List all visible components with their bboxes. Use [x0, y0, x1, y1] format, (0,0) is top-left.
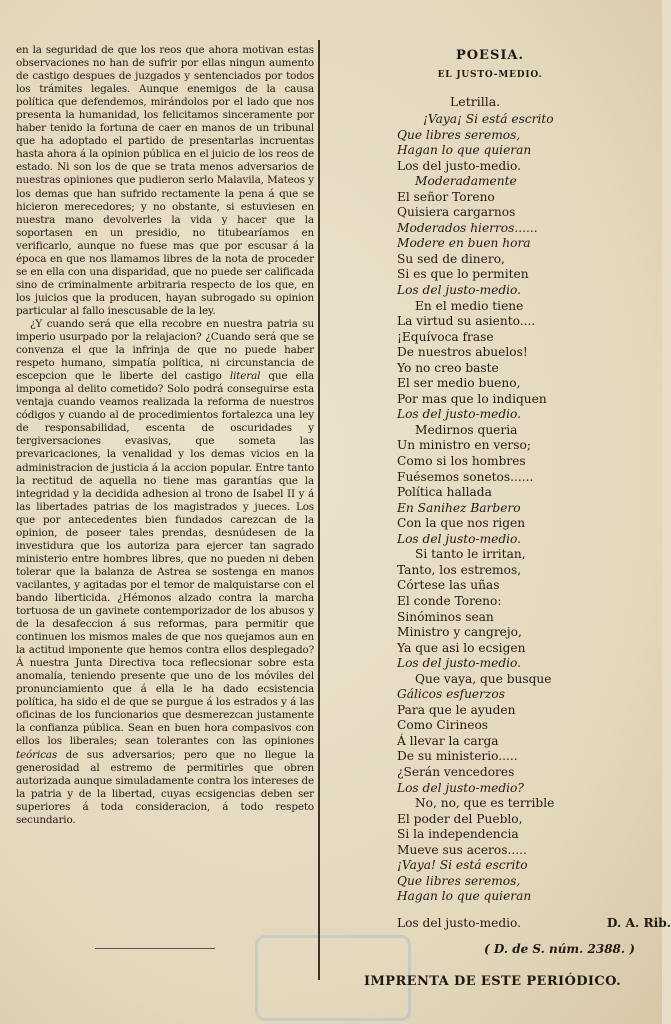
- poem-verse: No, no, que es terrible: [415, 796, 555, 811]
- printer-footer: IMPRENTA DE ESTE PERIÓDICO.: [364, 974, 622, 989]
- column-divider: [318, 40, 320, 980]
- poem-verse: El poder del Pueblo,: [397, 811, 523, 826]
- poem-verse: Hagan lo que quieran: [397, 889, 532, 904]
- poem-verse: En Sanihez Barbero: [397, 500, 521, 515]
- poem-verse: Los del justo-medio?: [397, 780, 524, 795]
- editorial-paragraph-1: en la seguridad de que los reos que ahora motivan estas observaciones no han de sufrir por ellas ningun aumento de castigo despues de juzgados y sentenciados por todos los trámites legales. Aunque enemigos de la causa política que defendemos, mirándolos por el lado que nos presenta la humanidad, los felicitamos sinceramente por haber tenido la fortuna de caer en manos de un tribunal que ha adoptado el partido de presentarlas incruentas hasta ahora á la opinion pública en el juicio de los reos de estado. Ni son los de que se trata menos adversarios de nuestras opiniones que pudieron serlo Malavila, Mateos y los demas que han sufrido rectamente la pena á que se hicieron merecedores; y no obstante, si estuviesen en nuestra mano devolverles la vida y hacer que la soportasen en un presidio, no titubearíamos en verificarlo, aunque no fuese mas que por escusar á la época en que nos llamamos libres de la nota de proceder se en ella con una disparidad, que no puede ser calificada sino de criminalmente arbitraria respecto de los que, en los juicios que la producen, hayan subrogado su opinion particular al fallo inescusable de la ley.: [16, 44, 314, 317]
- poem-verse: Que libres seremos,: [397, 873, 521, 888]
- poem-verse: Mueve sus aceros.....: [397, 842, 527, 857]
- poem-verse: Fuésemos sonetos......: [397, 469, 534, 484]
- poem-verse: ¡Vaya! Si está escrito: [397, 858, 528, 873]
- poem-verse: Á llevar la carga: [397, 733, 499, 748]
- poem-verse: Moderados hierros......: [397, 220, 538, 235]
- poem-title: EL JUSTO-MEDIO.: [437, 70, 543, 80]
- poem-verse: Con la que nos rigen: [397, 516, 526, 531]
- poem-verse: Si es que lo permiten: [397, 267, 529, 282]
- author-signature: D. A. Rib.: [606, 916, 671, 930]
- poem-verse: Tanto, los estremos,: [397, 562, 522, 577]
- poem-verse: Sinóminos sean: [397, 609, 494, 624]
- section-title: POESIA.: [455, 48, 525, 63]
- poem-verse: Hagan lo que quieran: [397, 143, 532, 158]
- poem-last-verse: Los del justo-medio.: [397, 916, 522, 930]
- poem-verse: Gálicos esfuerzos: [397, 687, 505, 702]
- poem-verse: El ser medio bueno,: [397, 376, 521, 391]
- editorial-column: [16, 44, 314, 827]
- poem-verse: El señor Toreno: [397, 189, 495, 204]
- poem-verse: ¿Serán vencedores: [397, 764, 515, 779]
- poem-verse: ¡Vaya¡ Si está escrito: [423, 112, 554, 126]
- poem-verse: Los del justo-medio.: [397, 407, 522, 422]
- poem-verse: Moderadamente: [415, 174, 517, 189]
- poem-verse: Los del justo-medio.: [397, 158, 522, 173]
- poem-verses: [397, 112, 647, 905]
- editorial-paragraph-2: ¿Y cuando será que ella recobre en nuestra patria su imperio usurpado por la relajacion? ¿Cuando será que se convenza el que la infrinja de que no puede haber respeto humano, simpatía política, ni circunstancia de escepcion que le liberte del castigo literal que ella imponga al delito cometido? Solo podrá conseguirse esta ventaja cuando veamos realizada la reforma de nuestros códigos y cuando al de procedimientos fortalezca una ley de responsabilidad, escenta de oscuridades y tergiversaciones evasivas, que someta las prevaricaciones, la venalidad y los demas vicios en la administracion de justicia á la accion popular. Entre tanto la rectitud de aquella no tiene mas garantías que la integridad y la decidida adhesion al trono de Isabel II y á las libertades patrias de los magistrados y jueces. Los que por antecedentes bien fundados carezcan de la opinion, de poseer tales prendas, desnúdesen de la investidura que los autoriza para ejercer tan sagrado ministerio entre hombres libres, que no pueden ni deben tolerar que la balanza de Astrea se sostenga en manos vacilantes, y agitadas por el temor de malquistarse con el bando liberticida. ¿Hémonos alzado contra la marcha tortuosa de un gavinete contemporizador de los abusos y de la desafeccion á sus reformas, para permitir que continuen los mismos males de que nos quejamos aun en la actitud imponente que hemos contra ellos desplegado? Á nuestra Junta Directiva toca reflecsionar sobre esta anomalía, teniendo presente que uno de los móviles del pronunciamiento que á ella le ha dado ecsistencia política, ha sido el de que se purgue á los estrados y á las oficinas de los funcionarios que desmerezcan justamente la confianza pública. Sean en buen hora compasivos con ellos los liberales; sean tolerantes con las opiniones teóricas de sus adversarios; pero que no llegue la generosidad al estremo de permitirles que obren autorizada aunque simuladamente contra los intereses de la patria y de la libertad, cuyas ecsigencias deben ser superiores á toda consideracion, á todo respeto secundario.: [16, 317, 314, 826]
- poem-verse: Por mas que lo indiquen: [397, 391, 547, 406]
- poem-verse: Quisiera cargarnos: [397, 205, 516, 220]
- poem-verse: Ministro y cangrejo,: [397, 625, 522, 640]
- poem-verse: El conde Toreno:: [397, 593, 502, 608]
- poem-verse: Los del justo-medio.: [397, 531, 522, 546]
- poem-verse: De nuestros abuelos!: [397, 345, 528, 360]
- poem-verse: Ya que asi lo ecsigen: [397, 640, 526, 655]
- poem-verse: Córtese las uñas: [397, 578, 500, 593]
- poem-verse: ¡Equívoca frase: [397, 329, 494, 344]
- poem-verse: En el medio tiene: [415, 298, 524, 313]
- poem-verse: Si la independencia: [397, 827, 519, 842]
- poem-genre: Letrilla.: [450, 94, 501, 109]
- source-citation: ( D. de S. núm. 2388. ): [484, 942, 635, 956]
- poem-verse: La virtud su asiento....: [397, 314, 536, 329]
- poem-verse: Para que le ayuden: [397, 702, 516, 717]
- poem-verse: Los del justo-medio.: [397, 283, 522, 298]
- poem-verse: Como Cirineos: [397, 718, 489, 733]
- end-rule: [95, 948, 215, 949]
- poem-verse: Un ministro en verso;: [397, 438, 531, 453]
- poem-verse: De su ministerio.....: [397, 749, 518, 764]
- poem-verse: Su sed de dinero,: [397, 251, 505, 266]
- poem-verse: Modere en buen hora: [397, 236, 531, 251]
- poem-verse: Yo no creo baste: [397, 360, 499, 375]
- poem-verse: Política hallada: [397, 485, 492, 500]
- poem-verse: Medirnos queria: [415, 422, 518, 437]
- poem-verse: Los del justo-medio.: [397, 656, 522, 671]
- poem-closing-line: [397, 916, 671, 930]
- poem-verse: Como si los hombres: [397, 454, 526, 469]
- poem-verse: Que libres seremos,: [397, 127, 521, 142]
- poem-verse: Que vaya, que busque: [415, 671, 552, 686]
- poem-verse: Si tanto le irritan,: [415, 547, 526, 562]
